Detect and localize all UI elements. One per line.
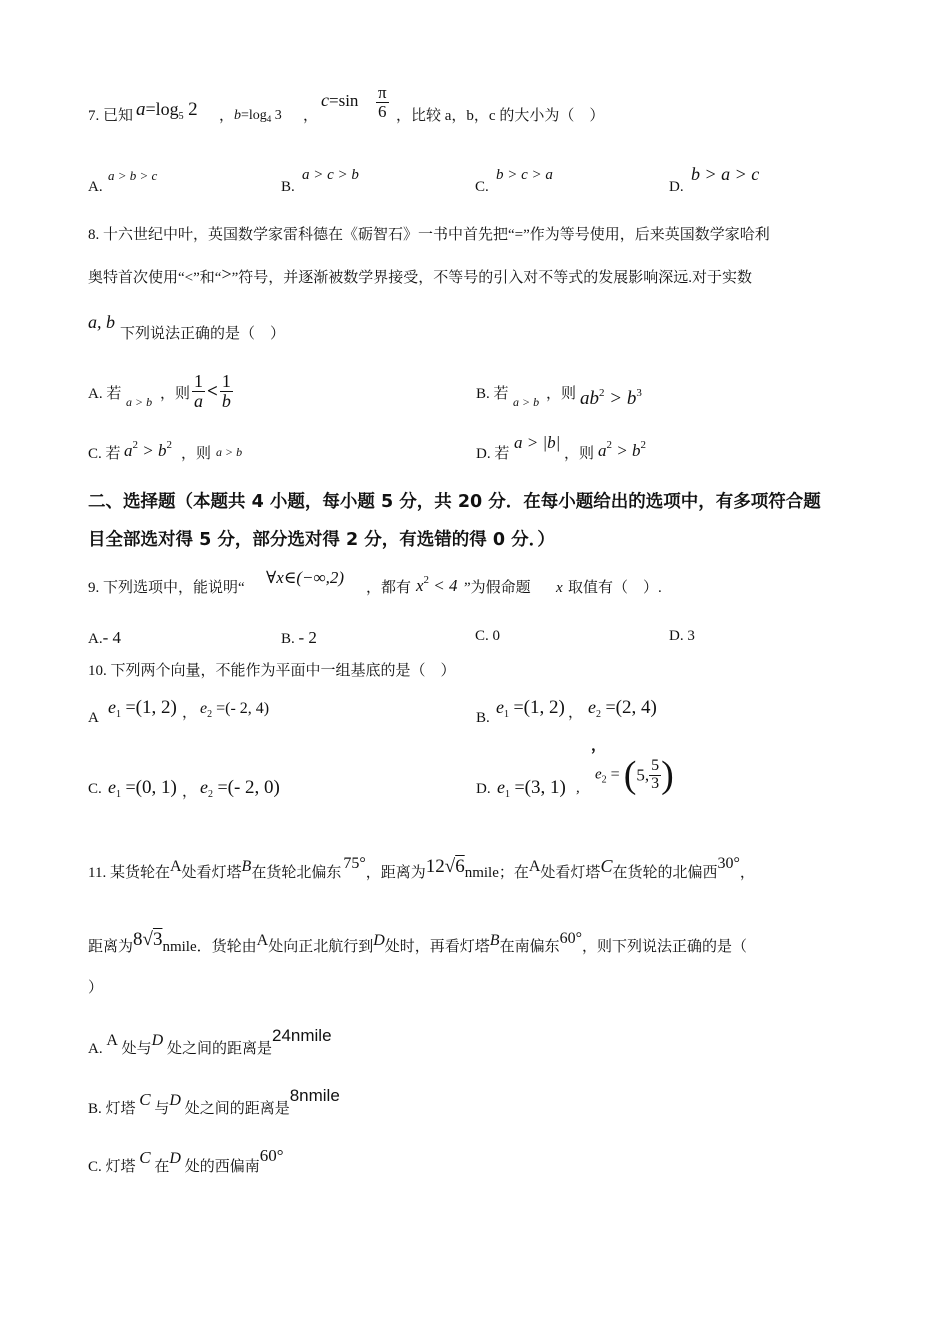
q10-option-b-comma: ，	[568, 705, 584, 721]
q7-option-b-expr: a > c > b	[302, 167, 359, 183]
q11-line1: 11. 某货轮在A处看灯塔B在货轮北偏东75°，距离为12√6nmile；在A处看灯塔C在货轮的北偏西30°，	[88, 855, 755, 881]
q11-line2: 距离为8√3nmile．货轮由A处向正北航行到D处时，再看灯塔B在南偏东60°，则下列说法正确的是（	[88, 929, 747, 955]
q8-option-b-then: ，则	[546, 386, 577, 402]
q7-sep2: ，	[303, 108, 319, 124]
q7-c-frac: $\frac{\pi}{6}$	[378, 83, 387, 121]
q10-option-c[interactable]: C.	[88, 781, 102, 797]
q9-option-a[interactable]: A.- 4	[88, 628, 122, 647]
q9-option-b[interactable]: B. - 2	[281, 628, 317, 647]
q8-option-b[interactable]: B. 若	[476, 386, 509, 402]
q7-stem	[88, 109, 133, 124]
q10-option-a-e2: $e_2$ =(- 2, 4)	[200, 700, 270, 720]
q7-b-def: b=log4 3	[234, 108, 282, 124]
q7-option-d[interactable]: D.	[669, 179, 684, 195]
q7-c-def: c=sin	[321, 90, 359, 110]
q8-line1: 8. 十六世纪中叶，英国数学家雷科德在《砺智石》一书中首先把“=”作为等号使用，后来英国数学家哈利	[88, 227, 770, 243]
q11-option-c[interactable]: C. 灯塔 C 在D 处的西偏南60°	[88, 1146, 284, 1175]
q8-option-a[interactable]: A. 若	[88, 386, 122, 402]
q7-option-b[interactable]: B.	[281, 179, 295, 195]
section2-heading-line1: 二、选择题（本题共 4 小题，每小题 5 分，共 20 分．在每小题给出的选项中，有多项符合题	[88, 492, 821, 512]
q8-option-d-cond: a > |b|	[514, 433, 561, 452]
q7-option-c[interactable]: C.	[475, 179, 489, 195]
q11-option-a[interactable]: A. A 处与D 处之间的距离是24nmile	[88, 1026, 332, 1057]
q10-option-d-e1: $e_1 =(3$, 1)	[497, 777, 566, 800]
q8-vars: a, b	[88, 312, 115, 332]
q10-option-d[interactable]: D.	[476, 781, 491, 797]
q7-a-def: $a=\log_5$ 2	[136, 99, 198, 122]
q8-option-c-concl: a > b	[216, 445, 243, 459]
q11-line3: ）	[88, 980, 104, 996]
q11-option-b[interactable]: B. 灯塔 C 与D 处之间的距离是8nmile	[88, 1086, 340, 1117]
q9-option-d[interactable]: D. 3	[669, 628, 695, 644]
q8-option-d[interactable]: D. 若	[476, 446, 510, 462]
q7-option-c-expr: b > c > a	[496, 167, 553, 183]
q8-option-b-cond: a > b	[513, 395, 540, 409]
q7-option-a-expr: a > b > c	[108, 168, 158, 183]
q8-line2: 奥特首次使用“<”和“>”符号，并逐渐被数学界接受，不等号的引入对不等式的发展影响深远.对于实数	[88, 264, 753, 286]
section2-heading-line2: 目全部选对得 5 分，部分选对得 2 分，有选错的得 0 分．）	[88, 530, 555, 550]
q10-option-c-comma: ，	[182, 784, 198, 800]
q8-option-d-concl: $a^2 > b^2$	[598, 439, 646, 460]
q7-option-a[interactable]: A.	[88, 179, 103, 195]
q9-pre: 9. 下列选项中，能说明“	[88, 580, 245, 596]
q9-quant: ∀x∈(−∞,2)	[266, 568, 345, 587]
q7-number: 7. 已知	[88, 108, 134, 124]
q8-option-a-then: ，则	[160, 386, 191, 402]
q8-option-b-concl: $ab^2 > b^3$	[580, 387, 642, 409]
q8-option-c-then: ，则	[181, 446, 212, 462]
q8-option-c-cond: $a^2 > b^2$	[124, 439, 172, 460]
q9-ineq: $x^2 < 4$	[416, 574, 458, 595]
q10-option-a-comma: ，	[182, 705, 198, 721]
q10-stem: 10. 下列两个向量，不能作为平面中一组基底的是（ ）	[88, 663, 456, 679]
q7-sep: ，	[219, 108, 235, 124]
q8-option-c[interactable]: C. 若	[88, 446, 121, 462]
q9-var: x	[556, 580, 563, 596]
q7-option-d-expr: b > a > c	[691, 164, 760, 184]
q9-option-c[interactable]: C. 0	[475, 628, 501, 644]
q10-option-b-comma2: ，	[591, 738, 607, 754]
q8-option-a-cond: a > b	[126, 395, 153, 409]
q7-tail: ，比较 a，b，c 的大小为（ ）	[396, 108, 605, 124]
q10-option-d-comma: ,	[576, 780, 580, 796]
q9-tail: 取值有（ ）.	[568, 580, 662, 596]
q10-option-a-e1: $e_1 =(1$, 2)	[108, 697, 177, 720]
q10-option-c-e1: $e_1 =(0$, 1)	[108, 777, 177, 800]
q9-mid: ，都有	[366, 580, 412, 596]
q8-option-a-concl: $\frac{1}{a}$ < $\frac{1}{b}$	[194, 371, 231, 411]
q10-option-d-e2: $e_2 = (5$, $\frac{5}{3}$ )	[595, 754, 674, 796]
q9-post: ”为假命题	[464, 580, 531, 596]
q8-line3: 下列说法正确的是（ ）	[120, 326, 286, 342]
q10-option-b[interactable]: B.	[476, 710, 490, 726]
q8-option-d-then: ，则	[564, 446, 595, 462]
q10-option-a[interactable]: A	[88, 710, 99, 726]
q10-option-b-e1: $e_1 =(1$, 2)	[496, 697, 565, 720]
q10-option-c-e2: $e_2$ =(- 2, 0)	[200, 777, 280, 800]
q10-option-b-e2: $e_2 =(2$, 4)	[588, 697, 657, 720]
